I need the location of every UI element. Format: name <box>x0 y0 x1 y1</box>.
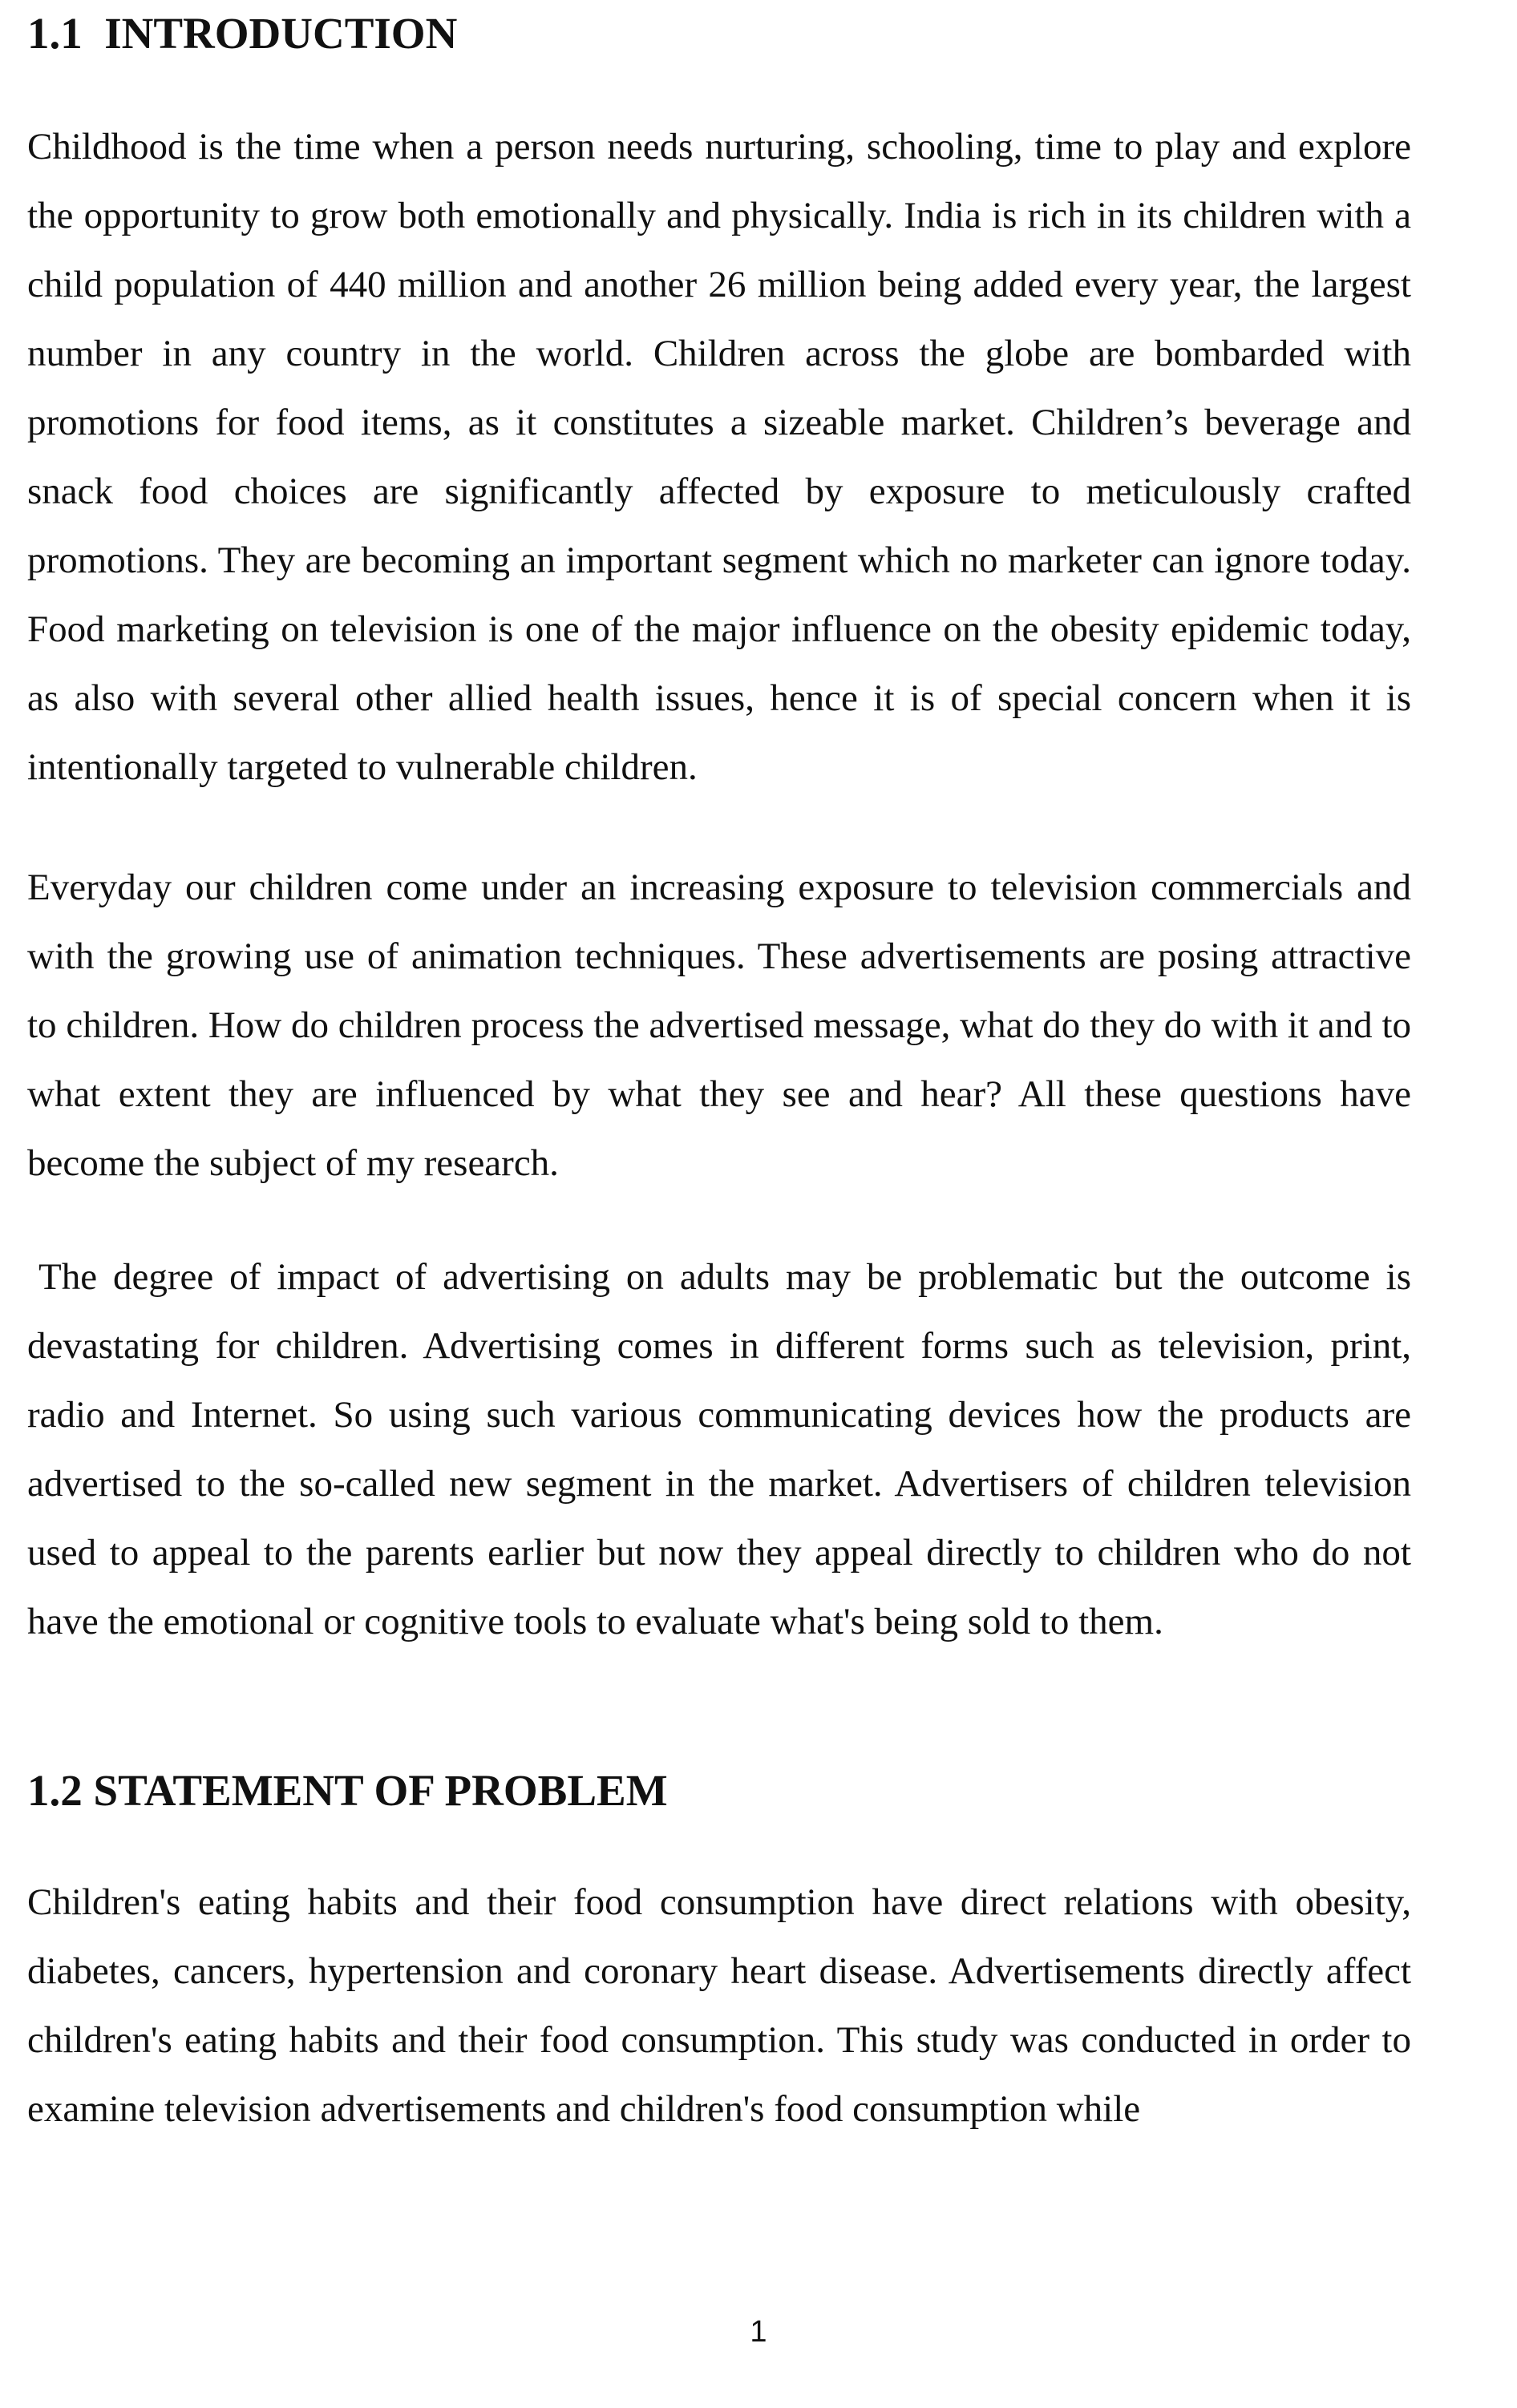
intro-paragraph-3: The degree of impact of advertising on adults may be problematic but the outcome is devastating for children. Advertising comes in different forms such as television, print, radio and Internet. So using such various communicating devices how the products are advertised to the so-called new segment in the market. Advertisers of children television used to appeal to the parents earlier but now they appeal directly to children who do not have the emotional or cognitive tools to evaluate what's being sold to them. <box>27 1256 1411 1642</box>
problem-paragraph-1: Children's eating habits and their food consumption have direct relations with obesity, diabetes, cancers, hypertension and coronary heart disease. Advertisements directly affect children's eating habits and their food consumption. This study was conducted in order to examine television advertisements and children's food consumption while <box>27 1881 1411 2130</box>
intro-paragraph-1: Childhood is the time when a person needs nurturing, schooling, time to play and explore the opportunity to grow both emotionally and physically. India is rich in its children with a child population of 440 million and another 26 million being added every year, the largest number in any country in the world. Children across the globe are bombarded with promotions for food items, as it constitutes a sizeable market. Children’s beverage and snack food choices are significantly affected by exposure to meticulously crafted promotions. They are becoming an important segment which no marketer can ignore today. Food marketing on television is one of the major influence on the obesity epidemic today, as also with several other allied health issues, hence it is of special concern when it is intentionally targeted to vulnerable children. <box>27 126 1411 788</box>
section-heading-statement-of-problem: 1.2 STATEMENT OF PROBLEM <box>27 1766 668 1815</box>
intro-paragraph-2: Everyday our children come under an increasing exposure to television commercials and with the growing use of animation techniques. These advertisements are posing attractive to children. How do children process the advertised message, what do they do with it and to what extent they are influenced by what they see and hear? All these questions have become the subject of my research. <box>27 867 1411 1184</box>
page-number: 1 <box>750 2315 767 2349</box>
section-heading-introduction: 1.1 INTRODUCTION <box>27 9 458 58</box>
